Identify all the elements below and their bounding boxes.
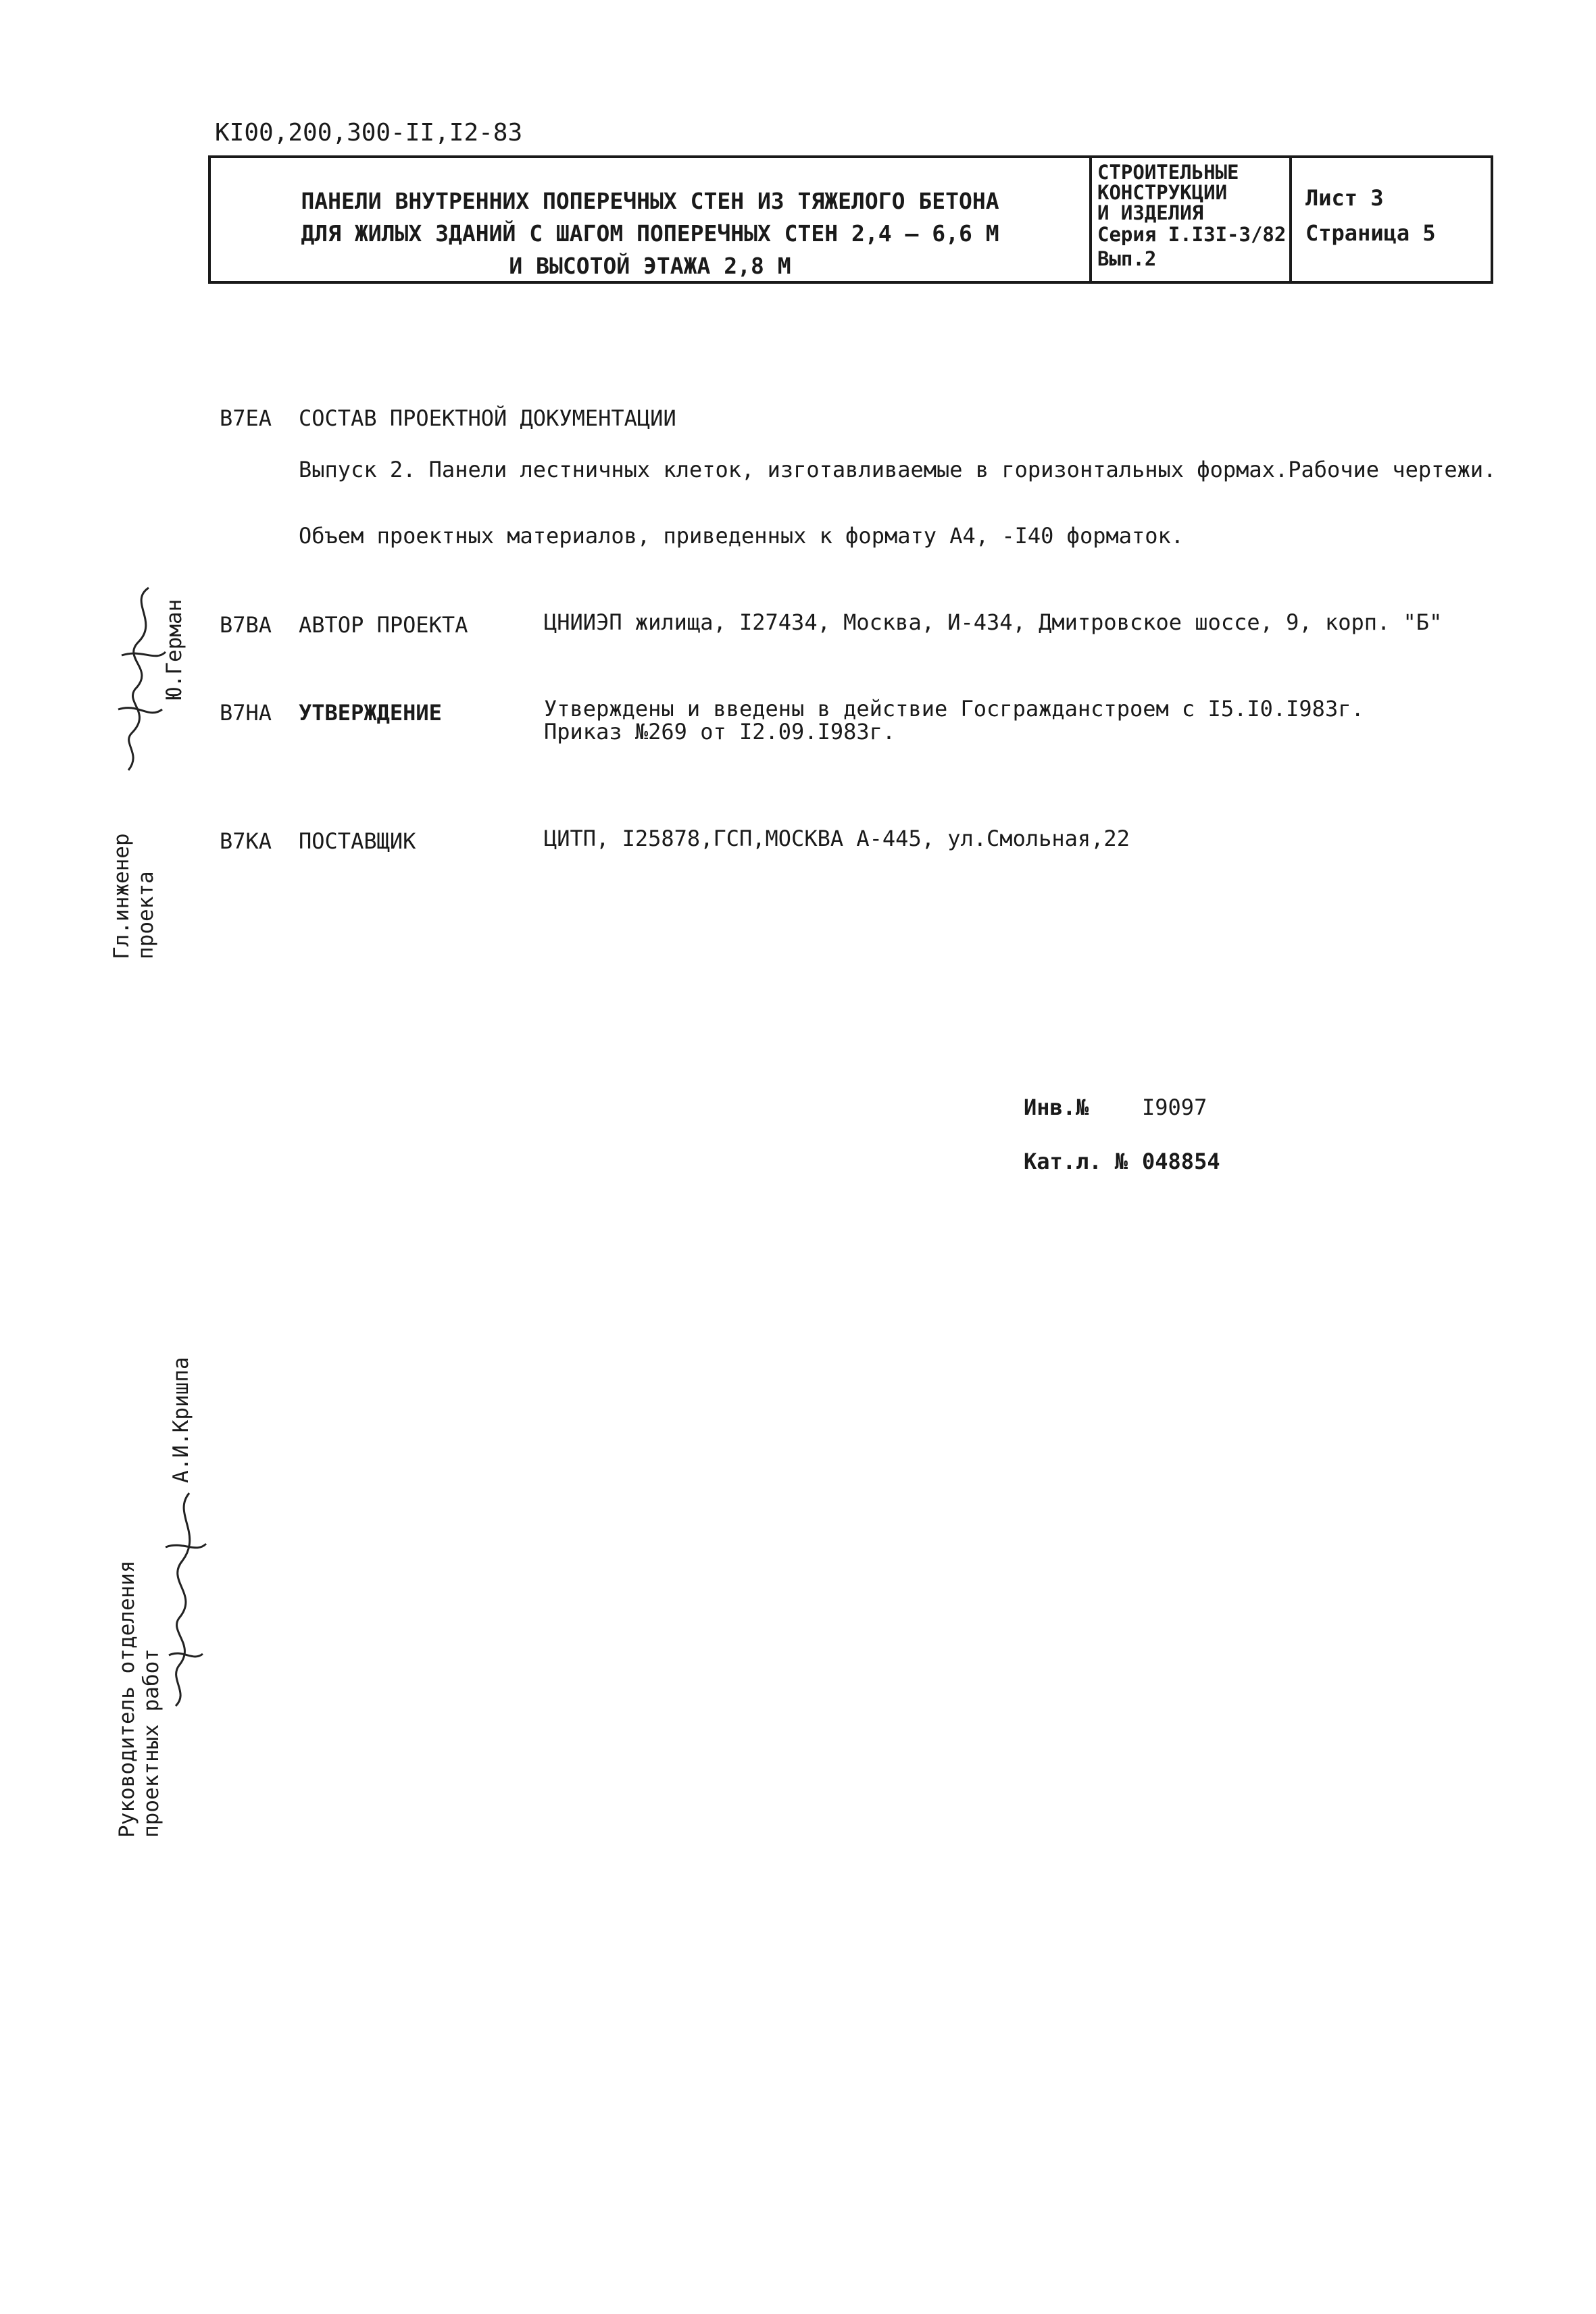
side-head-name: А.И.Кришпа bbox=[169, 1357, 193, 1483]
entry-label-supplier: ПОСТАВЩИК bbox=[299, 828, 416, 854]
series-line-2: КОНСТРУКЦИИ bbox=[1097, 181, 1228, 204]
inventory-label: Инв.№ bbox=[1024, 1095, 1089, 1120]
side-chief-role-2: проекта bbox=[134, 871, 158, 959]
composition-issue: Выпуск 2. Панели лестничных клеток, изготавливаемые в горизонтальных формах.Рабочие чертежи. bbox=[299, 457, 1497, 482]
composition-volume: Объем проектных материалов, приведенных к формату А4, -I40 форматок. bbox=[299, 523, 1184, 549]
inventory-number: I9097 bbox=[1142, 1095, 1207, 1120]
document-code: КI00,200,300-II,I2-83 bbox=[215, 119, 523, 147]
entry-code-approval: В7НА bbox=[220, 700, 272, 726]
title-cell bbox=[211, 158, 1089, 281]
entry-value-approval-order: Приказ №269 от I2.09.I983г. bbox=[544, 719, 896, 745]
title-line-3: И ВЫСОТОЙ ЭТАЖА 2,8 М bbox=[509, 253, 791, 279]
page-number: Страница 5 bbox=[1305, 220, 1436, 246]
series-line-4: Серия I.I3I-3/82 bbox=[1097, 223, 1287, 246]
entry-label-composition: СОСТАВ ПРОЕКТНОЙ ДОКУМЕНТАЦИИ bbox=[299, 405, 676, 431]
side-chief-role-1: Гл.инженер bbox=[109, 833, 134, 959]
series-cell bbox=[1089, 158, 1292, 281]
series-line-5: Вып.2 bbox=[1097, 247, 1157, 270]
entry-label-author: АВТОР ПРОЕКТА bbox=[299, 612, 468, 638]
entry-value-supplier: ЦИТП, I25878,ГСП,МОСКВА А-445, ул.Смольная,22 bbox=[544, 826, 1130, 851]
entry-value-approval: Утверждены и введены в действие Госгражданстроем с I5.I0.I983г. bbox=[544, 696, 1364, 722]
side-head-role-2: проектных работ bbox=[139, 1649, 164, 1838]
signature-chief-icon bbox=[101, 574, 176, 777]
side-chief-name: Ю.Герман bbox=[162, 599, 186, 700]
signature-head-icon bbox=[152, 1486, 213, 1709]
title-line-1: ПАНЕЛИ ВНУТРЕННИХ ПОПЕРЕЧНЫХ СТЕН ИЗ ТЯЖЕЛОГО БЕТОНА bbox=[301, 188, 999, 214]
title-line-2: ДЛЯ ЖИЛЫХ ЗДАНИЙ С ШАГОМ ПОПЕРЕЧНЫХ СТЕН 2,4 — 6,6 М bbox=[301, 220, 999, 247]
sheet-cell bbox=[1292, 158, 1491, 281]
side-head-role-1: Руководитель отделения bbox=[115, 1560, 139, 1838]
title-block bbox=[208, 155, 1493, 284]
catalog-label: Кат.л. № bbox=[1024, 1149, 1128, 1174]
entry-code-composition: В7ЕА bbox=[220, 405, 272, 431]
entry-code-supplier: В7КА bbox=[220, 828, 272, 854]
sheet-number: Лист 3 bbox=[1305, 185, 1384, 211]
entry-label-approval: УТВЕРЖДЕНИЕ bbox=[299, 700, 442, 726]
series-line-1: СТРОИТЕЛЬНЫЕ bbox=[1097, 161, 1239, 184]
series-line-3: И ИЗДЕЛИЯ bbox=[1097, 201, 1204, 224]
entry-value-author: ЦНИИЭП жилища, I27434, Москва, И-434, Дмитровское шоссе, 9, корп. "Б" bbox=[544, 609, 1443, 635]
catalog-number: 048854 bbox=[1142, 1149, 1220, 1174]
entry-code-author: В7ВА bbox=[220, 612, 272, 638]
